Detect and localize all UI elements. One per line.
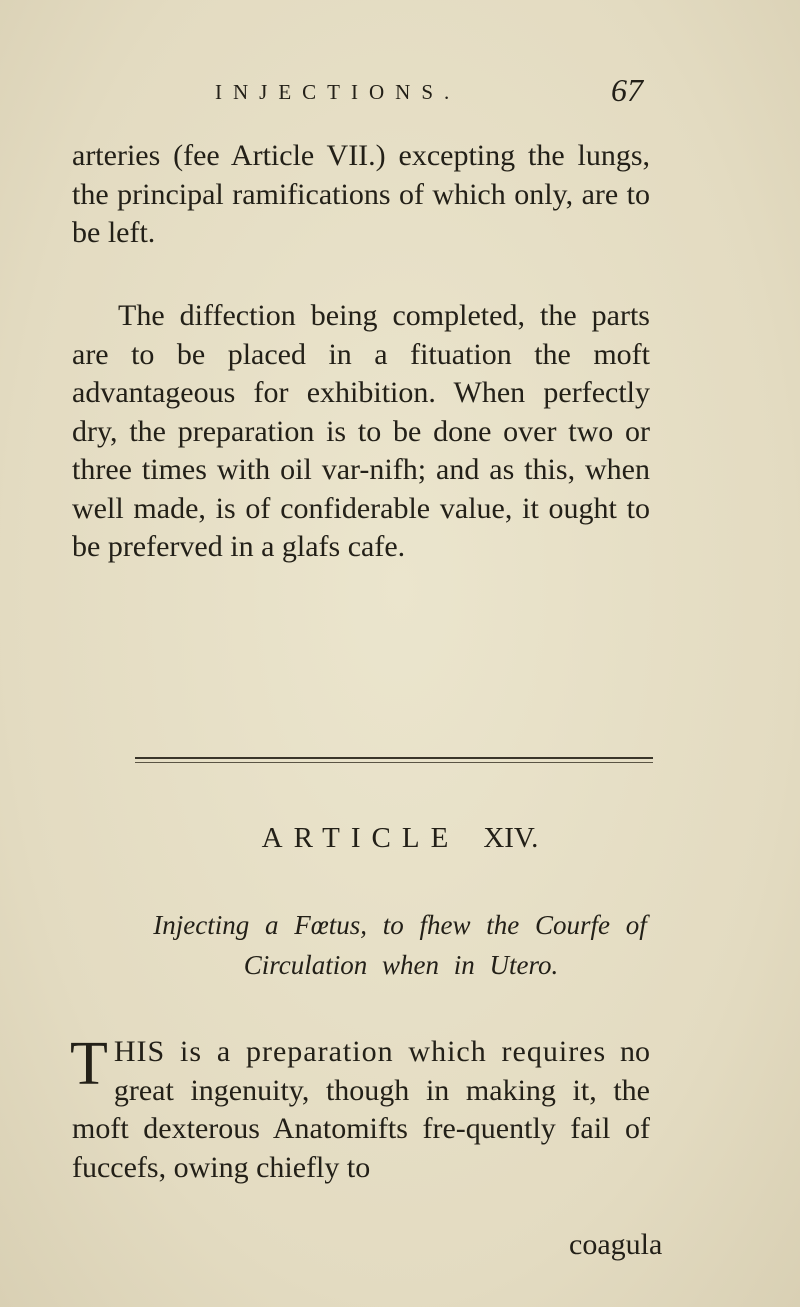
drop-cap: T	[70, 1030, 108, 1098]
catchword: coagula	[569, 1228, 663, 1261]
paragraph-3	[70, 1030, 651, 1187]
section-rule	[135, 757, 653, 759]
article-subtitle-line-1: Injecting a Fœtus, to fhew the Courfe of	[153, 910, 647, 940]
running-head: INJECTIONS.	[215, 80, 461, 104]
page-header	[215, 72, 695, 122]
paragraph-1: arteries (fee Article VII.) excepting the lungs, the principal ramifications of which only, are to be left.	[72, 139, 650, 249]
article-heading-word: ARTICLE	[261, 822, 460, 854]
article-heading-number: XIV.	[483, 822, 539, 854]
article-subtitle	[0, 905, 800, 985]
paragraph-3-rest: no great ingenuity, though in making it, the moft dexterous Anatomifts fre-quently fail of fuccefs, owing chiefly to	[72, 1035, 651, 1184]
paragraph-2: The diffection being completed, the parts are to be placed in a fituation the moft advantageous for exhibition. When perfectly dry, the preparation is to be done over two or three times with oil var-nifh; and as this, when well made, is of confiderable value, it ought to be preferved in a glafs cafe.	[72, 299, 650, 563]
paragraph-3-first-line: HIS is a preparation which requires	[113, 1035, 607, 1068]
page-number: 67	[611, 72, 643, 108]
article-subtitle-line-2: Circulation when in Utero.	[243, 950, 559, 980]
section-rule-thin	[135, 762, 653, 763]
article-heading	[0, 822, 800, 855]
